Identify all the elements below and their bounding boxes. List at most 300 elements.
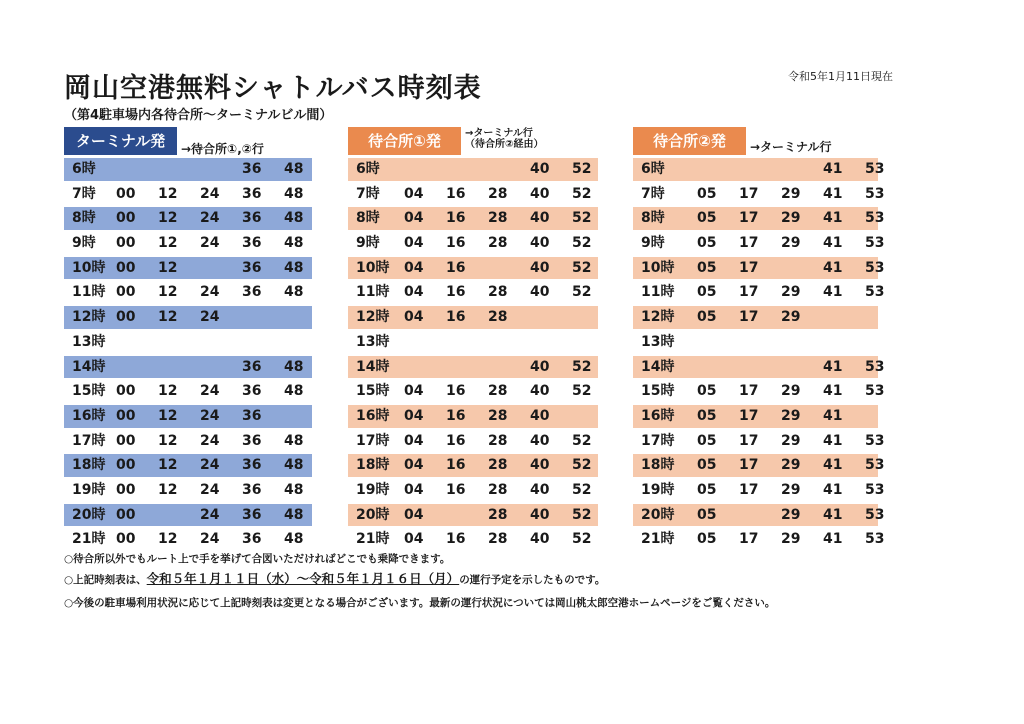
table-row [348,330,598,355]
minute-cell: 00 [116,284,136,301]
minute-cell: 00 [116,432,136,449]
table-row [348,355,598,380]
minute-cell: 53 [865,235,885,252]
timetable-header [633,127,878,157]
minute-cell: 28 [488,506,508,523]
minute-cell: 12 [158,457,178,474]
minute-cell: 05 [697,407,717,424]
note-line-2-prefix: ○上記時刻表は、 [64,574,147,586]
note-line-2-suffix: の運行予定を示したものです。 [459,574,606,586]
minute-cell: 12 [158,432,178,449]
minute-cell: 04 [404,284,424,301]
hour-cell: 15時 [72,383,106,400]
minute-cell: 12 [158,259,178,276]
note-line-1: ○待合所以外でもルート上で手を挙げて合図いただければどこでも乗降できます。 [64,553,451,565]
minute-cell: 36 [242,457,262,474]
minute-cell: 28 [488,457,508,474]
minute-cell: 28 [488,531,508,548]
minute-cell: 41 [823,506,843,523]
minute-cell: 17 [739,457,759,474]
minute-cell: 29 [781,407,801,424]
minute-cell: 00 [116,259,136,276]
minute-cell: 48 [284,161,304,177]
table-row [633,280,885,305]
minute-cell: 04 [404,432,424,449]
table-row [633,157,885,182]
minute-cell: 17 [739,481,759,498]
note-line-2 [64,569,605,587]
minute-cell: 40 [530,161,550,177]
hour-cell: 17時 [356,432,390,449]
minute-cell: 12 [158,407,178,424]
minute-cell: 53 [865,358,885,375]
table-row [348,206,598,231]
table-row [633,256,885,281]
minute-cell: 05 [697,185,717,202]
hour-cell: 16時 [72,407,106,424]
minute-cell: 40 [530,259,550,276]
table-row [64,429,312,454]
minute-cell: 12 [158,383,178,400]
minute-cell: 12 [158,235,178,252]
hour-cell: 11時 [641,284,675,301]
table-row [633,379,885,404]
minute-cell: 12 [158,284,178,301]
minute-cell: 16 [446,210,466,227]
minute-cell: 48 [284,210,304,227]
minute-cell: 24 [200,531,220,548]
minute-cell: 05 [697,457,717,474]
minute-cell: 04 [404,481,424,498]
minute-cell: 16 [446,457,466,474]
hour-cell: 14時 [356,358,390,375]
minute-cell: 41 [823,210,843,227]
minute-cell: 41 [823,407,843,424]
minute-cell: 05 [697,309,717,326]
hour-cell: 11時 [72,284,106,301]
minute-cell: 29 [781,531,801,548]
minute-cell: 29 [781,432,801,449]
minute-cell: 24 [200,432,220,449]
hour-cell: 18時 [356,457,390,474]
hour-cell: 21時 [72,531,106,548]
table-row [348,379,598,404]
minute-cell: 29 [781,309,801,326]
minute-cell: 24 [200,383,220,400]
table-row [64,305,312,330]
minute-cell: 12 [158,531,178,548]
minute-cell: 52 [572,185,592,202]
minute-cell: 00 [116,531,136,548]
minute-cell: 17 [739,185,759,202]
departure-label: ターミナル発 [64,127,177,155]
note-operation-period: 令和５年１月１１日（水）～令和５年１月１６日（月） [146,571,460,586]
minute-cell: 04 [404,185,424,202]
hour-cell: 12時 [356,309,390,326]
minute-cell: 17 [739,383,759,400]
minute-cell: 17 [739,284,759,301]
minute-cell: 04 [404,383,424,400]
minute-cell: 40 [530,358,550,375]
minute-cell: 48 [284,358,304,375]
minute-cell: 00 [116,407,136,424]
minute-cell: 48 [284,457,304,474]
minute-cell: 16 [446,235,466,252]
table-row [633,478,885,503]
minute-cell: 52 [572,432,592,449]
table-row [64,355,312,380]
minute-cell: 24 [200,457,220,474]
timetable-1 [64,127,312,552]
minute-cell: 36 [242,506,262,523]
minute-cell: 00 [116,481,136,498]
hour-cell: 20時 [72,506,106,523]
minute-cell: 48 [284,235,304,252]
minute-cell: 41 [823,457,843,474]
minute-cell: 41 [823,481,843,498]
minute-cell: 17 [739,259,759,276]
minute-cell: 04 [404,259,424,276]
direction-label: →ターミナル行 [750,140,832,154]
table-row [348,453,598,478]
hour-cell: 6時 [72,161,96,177]
minute-cell: 05 [697,531,717,548]
minute-cell: 36 [242,235,262,252]
table-row [633,453,885,478]
minute-cell: 36 [242,358,262,375]
minute-cell: 52 [572,284,592,301]
direction-label [465,128,543,150]
hour-cell: 9時 [356,235,380,252]
minute-cell: 24 [200,210,220,227]
minute-cell: 52 [572,481,592,498]
table-row [348,157,598,182]
timetable-2 [348,127,598,552]
minute-cell: 48 [284,531,304,548]
minute-cell: 53 [865,161,885,177]
minute-cell: 53 [865,284,885,301]
minute-cell: 40 [530,531,550,548]
minute-cell: 28 [488,235,508,252]
hour-cell: 10時 [641,259,675,276]
minute-cell: 41 [823,383,843,400]
minute-cell: 48 [284,383,304,400]
minute-cell: 00 [116,210,136,227]
minute-cell: 24 [200,506,220,523]
minute-cell: 41 [823,531,843,548]
hour-cell: 9時 [72,235,96,252]
table-row [64,157,312,182]
minute-cell: 00 [116,185,136,202]
minute-cell: 41 [823,432,843,449]
minute-cell: 17 [739,531,759,548]
direction-destination: →ターミナル行 [465,128,533,139]
hour-cell: 7時 [356,185,380,202]
minute-cell: 00 [116,383,136,400]
table-row [633,305,878,330]
hour-cell: 21時 [356,531,390,548]
minute-cell: 16 [446,531,466,548]
row-highlight [348,207,598,230]
minute-cell: 12 [158,481,178,498]
minute-cell: 24 [200,185,220,202]
minute-cell: 16 [446,284,466,301]
timetable-header [348,127,598,157]
minute-cell: 05 [697,432,717,449]
minute-cell: 53 [865,185,885,202]
table-row [348,429,598,454]
minute-cell: 53 [865,481,885,498]
minute-cell: 05 [697,284,717,301]
hour-cell: 17時 [72,432,106,449]
minute-cell: 40 [530,185,550,202]
minute-cell: 00 [116,506,136,523]
table-row [348,305,598,330]
minute-cell: 52 [572,457,592,474]
hour-cell: 16時 [641,407,675,424]
minute-cell: 40 [530,407,550,424]
minute-cell: 40 [530,457,550,474]
table-row [64,330,312,355]
table-row [633,527,885,552]
hour-cell: 8時 [641,210,665,227]
minute-cell: 16 [446,481,466,498]
minute-cell: 04 [404,235,424,252]
minute-cell: 04 [404,309,424,326]
minute-cell: 05 [697,383,717,400]
minute-cell: 12 [158,210,178,227]
hour-cell: 12時 [72,309,106,326]
hour-cell: 18時 [641,457,675,474]
minute-cell: 28 [488,210,508,227]
table-row [633,429,885,454]
minute-cell: 28 [488,432,508,449]
minute-cell: 04 [404,457,424,474]
table-row [633,206,885,231]
minute-cell: 05 [697,481,717,498]
minute-cell: 52 [572,531,592,548]
minute-cell: 29 [781,506,801,523]
table-row [348,527,598,552]
minute-cell: 17 [739,210,759,227]
row-highlight [64,207,312,230]
minute-cell: 48 [284,432,304,449]
minute-cell: 36 [242,432,262,449]
minute-cell: 52 [572,210,592,227]
minute-cell: 40 [530,383,550,400]
minute-cell: 16 [446,432,466,449]
table-row [64,182,312,207]
minute-cell: 53 [865,259,885,276]
minute-cell: 36 [242,383,262,400]
hour-cell: 8時 [356,210,380,227]
hour-cell: 17時 [641,432,675,449]
minute-cell: 41 [823,185,843,202]
table-row [633,182,885,207]
table-row [348,280,598,305]
minute-cell: 17 [739,309,759,326]
minute-cell: 52 [572,235,592,252]
minute-cell: 53 [865,506,885,523]
minute-cell: 48 [284,185,304,202]
minute-cell: 52 [572,161,592,177]
hour-cell: 12時 [641,309,675,326]
hour-cell: 20時 [356,506,390,523]
hour-cell: 10時 [356,259,390,276]
minute-cell: 24 [200,481,220,498]
table-row [64,280,312,305]
hour-cell: 6時 [641,161,665,177]
minute-cell: 36 [242,210,262,227]
hour-cell: 20時 [641,506,675,523]
minute-cell: 16 [446,185,466,202]
minute-cell: 52 [572,506,592,523]
table-row [64,404,312,429]
table-row [64,503,312,528]
minute-cell: 36 [242,185,262,202]
minute-cell: 53 [865,210,885,227]
minute-cell: 16 [446,383,466,400]
table-row [633,404,878,429]
page-title: 岡山空港無料シャトルバス時刻表 [64,73,482,104]
minute-cell: 29 [781,185,801,202]
row-highlight [348,158,598,181]
minute-cell: 28 [488,309,508,326]
table-row [633,503,885,528]
minute-cell: 24 [200,284,220,301]
departure-label: 待合所①発 [348,127,461,155]
minute-cell: 24 [200,407,220,424]
hour-cell: 19時 [641,481,675,498]
minute-cell: 40 [530,210,550,227]
minute-cell: 00 [116,235,136,252]
table-row [64,478,312,503]
minute-cell: 17 [739,407,759,424]
minute-cell: 05 [697,235,717,252]
minute-cell: 40 [530,506,550,523]
minute-cell: 53 [865,531,885,548]
hour-cell: 9時 [641,235,665,252]
table-row [64,206,312,231]
minute-cell: 36 [242,161,262,177]
minute-cell: 53 [865,383,885,400]
hour-cell: 14時 [641,358,675,375]
hour-cell: 16時 [356,407,390,424]
minute-cell: 05 [697,506,717,523]
minute-cell: 48 [284,506,304,523]
row-highlight [64,158,312,181]
hour-cell: 13時 [72,333,106,350]
hour-cell: 18時 [72,457,106,474]
hour-cell: 13時 [641,333,675,350]
direction-label: →待合所①,②行 [181,142,264,156]
minute-cell: 12 [158,185,178,202]
minute-cell: 29 [781,235,801,252]
minute-cell: 29 [781,481,801,498]
note-line-3: ○今後の駐車場利用状況に応じて上記時刻表は変更となる場合がございます。最新の運行状況については岡山桃太郎空港ホームページをご覧ください。 [64,597,776,609]
minute-cell: 05 [697,210,717,227]
table-row [64,527,312,552]
minute-cell: 00 [116,457,136,474]
minute-cell: 41 [823,161,843,177]
minute-cell: 36 [242,284,262,301]
hour-cell: 21時 [641,531,675,548]
minute-cell: 16 [446,407,466,424]
table-row [348,256,598,281]
minute-cell: 52 [572,259,592,276]
minute-cell: 36 [242,259,262,276]
table-row [633,330,878,355]
table-row [64,379,312,404]
minute-cell: 29 [781,284,801,301]
minute-cell: 41 [823,284,843,301]
table-row [64,256,312,281]
hour-cell: 19時 [72,481,106,498]
minute-cell: 40 [530,235,550,252]
table-row [64,453,312,478]
hour-cell: 7時 [72,185,96,202]
minute-cell: 40 [530,481,550,498]
hour-cell: 15時 [641,383,675,400]
minute-cell: 04 [404,506,424,523]
hour-cell: 15時 [356,383,390,400]
minute-cell: 29 [781,383,801,400]
minute-cell: 41 [823,358,843,375]
minute-cell: 52 [572,358,592,375]
minute-cell: 36 [242,481,262,498]
minute-cell: 28 [488,407,508,424]
minute-cell: 29 [781,210,801,227]
minute-cell: 36 [242,407,262,424]
minute-cell: 48 [284,481,304,498]
minute-cell: 04 [404,407,424,424]
minute-cell: 05 [697,259,717,276]
direction-via: （待合所②経由） [465,139,544,150]
minute-cell: 41 [823,235,843,252]
minute-cell: 53 [865,432,885,449]
minute-cell: 48 [284,259,304,276]
minute-cell: 24 [200,309,220,326]
minute-cell: 28 [488,185,508,202]
hour-cell: 6時 [356,161,380,177]
minute-cell: 53 [865,457,885,474]
minute-cell: 29 [781,457,801,474]
minute-cell: 36 [242,531,262,548]
table-row [348,478,598,503]
date-note: 令和5年1月11日現在 [788,70,893,83]
timetable-3 [633,127,885,552]
hour-cell: 7時 [641,185,665,202]
table-row [633,355,885,380]
subtitle: （第4駐車場内各待合所～ターミナルビル間） [64,108,333,123]
minute-cell: 16 [446,309,466,326]
minute-cell: 28 [488,284,508,301]
hour-cell: 8時 [72,210,96,227]
minute-cell: 17 [739,235,759,252]
departure-label: 待合所②発 [633,127,746,155]
table-row [633,231,885,256]
minute-cell: 12 [158,309,178,326]
hour-cell: 10時 [72,259,106,276]
timetable-header [64,127,312,157]
table-row [348,404,598,429]
hour-cell: 11時 [356,284,390,301]
table-row [348,503,598,528]
minute-cell: 17 [739,432,759,449]
minute-cell: 28 [488,383,508,400]
minute-cell: 40 [530,432,550,449]
minute-cell: 28 [488,481,508,498]
